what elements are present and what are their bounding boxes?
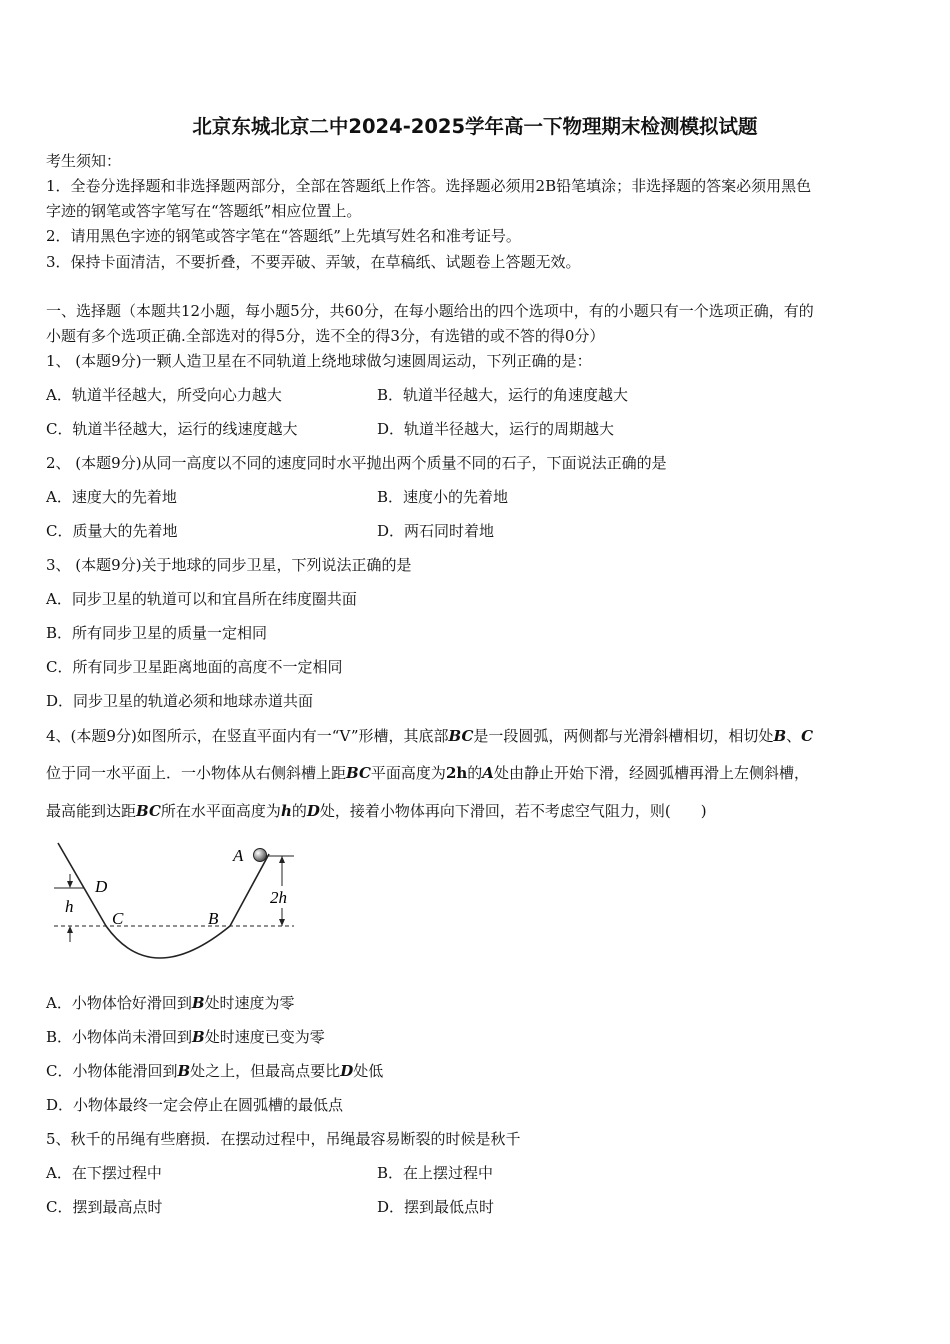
section-heading-cont: 小题有多个选项正确.全部选对的得5分，选不全的得3分，有选错的或不答的得0分） bbox=[46, 327, 605, 345]
q5-stem: 5、秋千的吊绳有些磨损．在摆动过程中，吊绳最容易断裂的时候是秋千 bbox=[46, 1130, 521, 1148]
notice-item-2: 2．请用黑色字迹的钢笔或答字笔在“答题纸”上先填写姓名和准考证号。 bbox=[46, 227, 521, 245]
q1-option-d: D．轨道半径越大，运行的周期越大 bbox=[377, 420, 615, 438]
q3-option-d: D．同步卫星的轨道必须和地球赤道共面 bbox=[46, 692, 314, 710]
label-c: C bbox=[112, 909, 124, 928]
q4-option-c: C．小物体能滑回到B处之上，但最高点要比D处低 bbox=[46, 1062, 384, 1080]
h-arrowhead-up bbox=[67, 926, 73, 933]
q3-option-c: C．所有同步卫星距离地面的高度不一定相同 bbox=[46, 658, 343, 676]
q4-option-b: B．小物体尚未滑回到B处时速度已变为零 bbox=[46, 1028, 325, 1046]
q1-stem: 1、 (本题9分)一颗人造卫星在不同轨道上绕地球做匀速圆周运动，下列正确的是： bbox=[46, 352, 592, 370]
q5-option-c: C．摆到最高点时 bbox=[46, 1198, 163, 1216]
q4-figure bbox=[44, 838, 306, 970]
notice-item-1-cont: 字迹的钢笔或答字笔写在“答题纸”相应位置上。 bbox=[46, 202, 362, 220]
h-arrowhead-down bbox=[67, 881, 73, 888]
2h-arrowhead-down bbox=[279, 919, 285, 926]
q3-stem: 3、 (本题9分)关于地球的同步卫星，下列说法正确的是 bbox=[46, 556, 412, 574]
q1-option-b: B．轨道半径越大，运行的角速度越大 bbox=[377, 386, 629, 404]
label-d: D bbox=[95, 877, 108, 896]
q1-option-c: C．轨道半径越大，运行的线速度越大 bbox=[46, 420, 298, 438]
label-h: h bbox=[65, 897, 74, 916]
q2-stem: 2、 (本题9分)从同一高度以不同的速度同时水平抛出两个质量不同的石子，下面说法正确的是 bbox=[46, 454, 667, 472]
q4-stem-line-3: 最高能到达距BC所在水平面高度为h的D处，接着小物体再向下滑回，若不考虑空气阻力，则( ) bbox=[46, 802, 707, 820]
q4-option-d: D．小物体最终一定会停止在圆弧槽的最低点 bbox=[46, 1096, 344, 1114]
q2-option-c: C．质量大的先着地 bbox=[46, 522, 178, 540]
q1-option-a: A．轨道半径越大，所受向心力越大 bbox=[46, 386, 282, 404]
q5-option-d: D．摆到最低点时 bbox=[377, 1198, 495, 1216]
notice-item-3: 3．保持卡面清洁，不要折叠，不要弄破、弄皱，在草稿纸、试题卷上答题无效。 bbox=[46, 253, 581, 271]
page-title: 北京东城北京二中2024-2025学年高一下物理期末检测模拟试题 bbox=[192, 115, 758, 138]
q3-option-b: B．所有同步卫星的质量一定相同 bbox=[46, 624, 268, 642]
q2-option-b: B．速度小的先着地 bbox=[377, 488, 509, 506]
label-b: B bbox=[208, 909, 219, 928]
label-2h: 2h bbox=[270, 888, 287, 907]
notice-heading: 考生须知： bbox=[46, 152, 122, 170]
q4-option-a: A．小物体恰好滑回到B处时速度为零 bbox=[46, 994, 295, 1012]
section-heading: 一、选择题（本题共12小题，每小题5分，共60分，在每小题给出的四个选项中，有的小题只有一个选项正确，有的 bbox=[46, 302, 814, 320]
q2-option-a: A．速度大的先着地 bbox=[46, 488, 177, 506]
q5-option-b: B．在上摆过程中 bbox=[377, 1164, 494, 1182]
q5-option-a: A．在下摆过程中 bbox=[46, 1164, 162, 1182]
q2-option-d: D．两石同时着地 bbox=[377, 522, 495, 540]
notice-item-1: 1．全卷分选择题和非选择题两部分，全部在答题纸上作答。选择题必须用2B铅笔填涂；非选择题的答案必须用黑色 bbox=[46, 177, 812, 195]
q4-stem-line-1: 4、(本题9分)如图所示，在竖直平面内有一“V”形槽，其底部BC是一段圆弧，两侧都与光滑斜槽相切，相切处B、C bbox=[46, 727, 814, 745]
q3-option-a: A．同步卫星的轨道可以和宜昌所在纬度圈共面 bbox=[46, 590, 357, 608]
2h-arrowhead-up bbox=[279, 856, 285, 863]
ball-a bbox=[254, 849, 267, 862]
q4-stem-line-2: 位于同一水平面上．一小物体从右侧斜槽上距BC平面高度为2h的A处由静止开始下滑，经圆弧槽再滑上左侧斜槽， bbox=[46, 764, 809, 782]
label-a: A bbox=[233, 846, 244, 865]
